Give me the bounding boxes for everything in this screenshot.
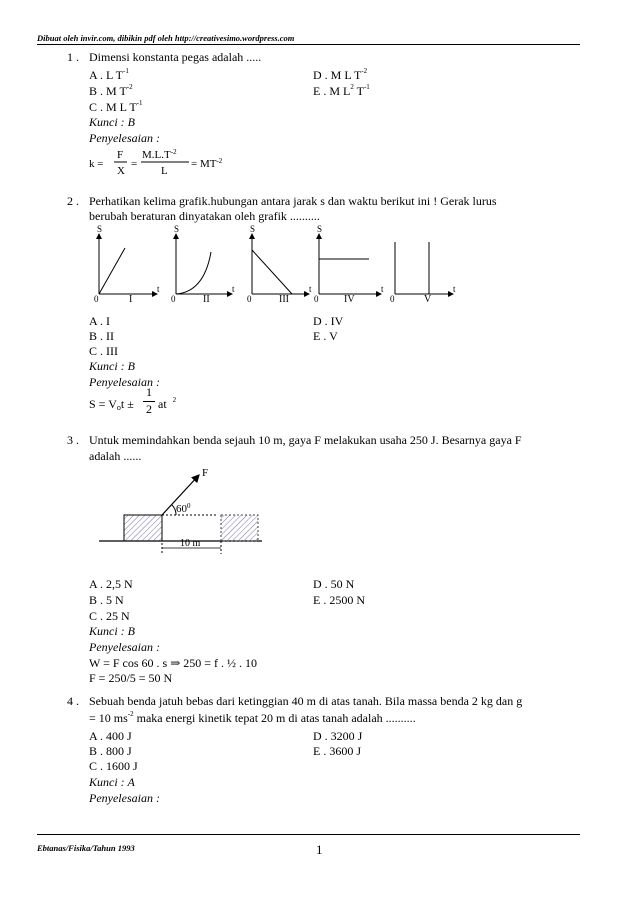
fraction-denominator: 2 bbox=[143, 401, 155, 417]
q3-solution-line1: W = F cos 60 . s ⇒ 250 = f . ½ . 10 bbox=[89, 656, 258, 670]
formula-X: X bbox=[117, 165, 125, 177]
q1-option-c: C . M L $T^{-1}$ bbox=[89, 99, 143, 114]
graph2-t-label: t bbox=[232, 284, 235, 294]
q4-text-line2: = 10 $ms^{-2}$ maka energi kinetik tepat 20 m di atas tanah adalah .......... bbox=[89, 710, 416, 725]
q2-answer-key: Kunci : B bbox=[89, 359, 135, 373]
graph-label-3: III bbox=[279, 294, 289, 305]
graph-label-4: IV bbox=[344, 294, 355, 305]
graph-label-1: I bbox=[129, 294, 133, 305]
q3-option-e: E . 2500 N bbox=[313, 593, 365, 607]
q3-number: 3 . bbox=[67, 433, 79, 447]
q2-option-a: A . I bbox=[89, 314, 110, 328]
q2-solution-label: Penyelesaian : bbox=[89, 375, 160, 389]
q3-option-c: C . 25 N bbox=[89, 609, 130, 623]
graph3-s-label: S bbox=[250, 224, 256, 234]
formula-eq: = bbox=[131, 158, 138, 170]
distance-label: 10 m bbox=[180, 538, 201, 549]
q4-solution-label: Penyelesaian : bbox=[89, 791, 160, 805]
q1-formula bbox=[89, 145, 239, 181]
graph1-s-label: S bbox=[97, 224, 103, 234]
q4-option-a: A . 400 J bbox=[89, 729, 132, 743]
q3-option-b: B . 5 N bbox=[89, 593, 124, 607]
q2-option-e: E . V bbox=[313, 329, 338, 343]
q3-option-d: D . 50 N bbox=[313, 577, 355, 591]
q2-option-b: B . II bbox=[89, 329, 114, 343]
q2-text-line2: berubah beraturan dinyatakan oleh grafik .......... bbox=[89, 209, 320, 223]
footer-rule bbox=[37, 834, 580, 835]
graph3-origin: 0 bbox=[247, 294, 252, 304]
q4-text-line1: Sebuah benda jatuh bebas dari ketinggian 40 m di atas tanah. Bila massa benda 2 kg dan g bbox=[89, 694, 523, 708]
q2-formula-rhs: at $^2$ bbox=[158, 396, 177, 411]
q2-formula-lhs: $S = V_ot$ ± bbox=[89, 397, 134, 412]
q3-text-line1: Untuk memindahkan benda sejauh 10 m, gaya F melakukan usaha 250 J. Besarnya gaya F bbox=[89, 433, 522, 447]
q2-option-c: C . III bbox=[89, 344, 118, 358]
q2-option-d: D . IV bbox=[313, 314, 344, 328]
q4-option-c: C . 1600 J bbox=[89, 759, 138, 773]
q2-formula-fraction bbox=[143, 385, 155, 417]
q1-number: 1 . bbox=[67, 50, 79, 64]
formula-F: F bbox=[117, 149, 124, 161]
q2-graphs bbox=[89, 222, 469, 306]
q4-option-e: E . 3600 J bbox=[313, 744, 361, 758]
formula-k: k = bbox=[89, 158, 104, 170]
q3-text-line2: adalah ...... bbox=[89, 449, 142, 463]
q1-option-b: B . M $T^{-2}$ bbox=[89, 83, 133, 98]
fraction-numerator: 1 bbox=[146, 385, 152, 399]
q1-option-a: A . L $T^{-1}$ bbox=[89, 67, 129, 82]
graph2-origin: 0 bbox=[171, 294, 176, 304]
q4-option-b: B . 800 J bbox=[89, 744, 132, 758]
q1-option-d: D . M L $T^{-2}$ bbox=[313, 67, 368, 82]
graph4-t-label: t bbox=[381, 284, 384, 294]
formula-result: = $MT^{-2}$ bbox=[191, 157, 223, 170]
graph5-t-label: t bbox=[453, 284, 456, 294]
q3-figure bbox=[96, 462, 276, 562]
graph4-origin: 0 bbox=[314, 294, 319, 304]
graph-label-2: II bbox=[203, 294, 210, 305]
page-footer: Ebtanas/Fisika/Tahun 1993 bbox=[37, 843, 135, 853]
q1-solution-label: Penyelesaian : bbox=[89, 131, 160, 145]
q4-option-d: D . 3200 J bbox=[313, 729, 363, 743]
angle-label: $60^0$ bbox=[176, 502, 191, 515]
graph5-origin: 0 bbox=[390, 294, 395, 304]
graph3-t-label: t bbox=[309, 284, 312, 294]
formula-numerator: $M.L.T^{-2}$ bbox=[142, 148, 177, 161]
q4-answer-key: Kunci : A bbox=[89, 775, 135, 789]
q2-number: 2 . bbox=[67, 194, 79, 208]
force-label: F bbox=[202, 467, 209, 479]
q1-answer-key: Kunci : B bbox=[89, 115, 135, 129]
header-rule bbox=[37, 44, 580, 45]
q3-answer-key: Kunci : B bbox=[89, 624, 135, 638]
q1-option-e: E . M $L^2$ $T^{-1}$ bbox=[313, 83, 370, 98]
graph2-s-label: S bbox=[174, 224, 180, 234]
q1-text: Dimensi konstanta pegas adalah ..... bbox=[89, 50, 262, 64]
graph1-origin: 0 bbox=[94, 294, 99, 304]
q3-solution-label: Penyelesaian : bbox=[89, 640, 160, 654]
graph-label-5: V bbox=[424, 294, 432, 305]
graph1-t-label: t bbox=[157, 284, 160, 294]
page-header: Dibuat oleh invir.com, dibikin pdf oleh http://creativesimo.wordpress.com bbox=[37, 33, 295, 43]
formula-denominator: L bbox=[161, 165, 168, 177]
q2-text-line1: Perhatikan kelima grafik.hubungan antara jarak s dan waktu berikut ini ! Gerak lurus bbox=[89, 194, 497, 208]
page-number: 1 bbox=[316, 842, 323, 857]
q3-option-a: A . 2,5 N bbox=[89, 577, 133, 591]
graph4-s-label: S bbox=[317, 224, 323, 234]
q4-number: 4 . bbox=[67, 694, 79, 708]
q3-solution-line2: F = 250/5 = 50 N bbox=[89, 671, 173, 685]
